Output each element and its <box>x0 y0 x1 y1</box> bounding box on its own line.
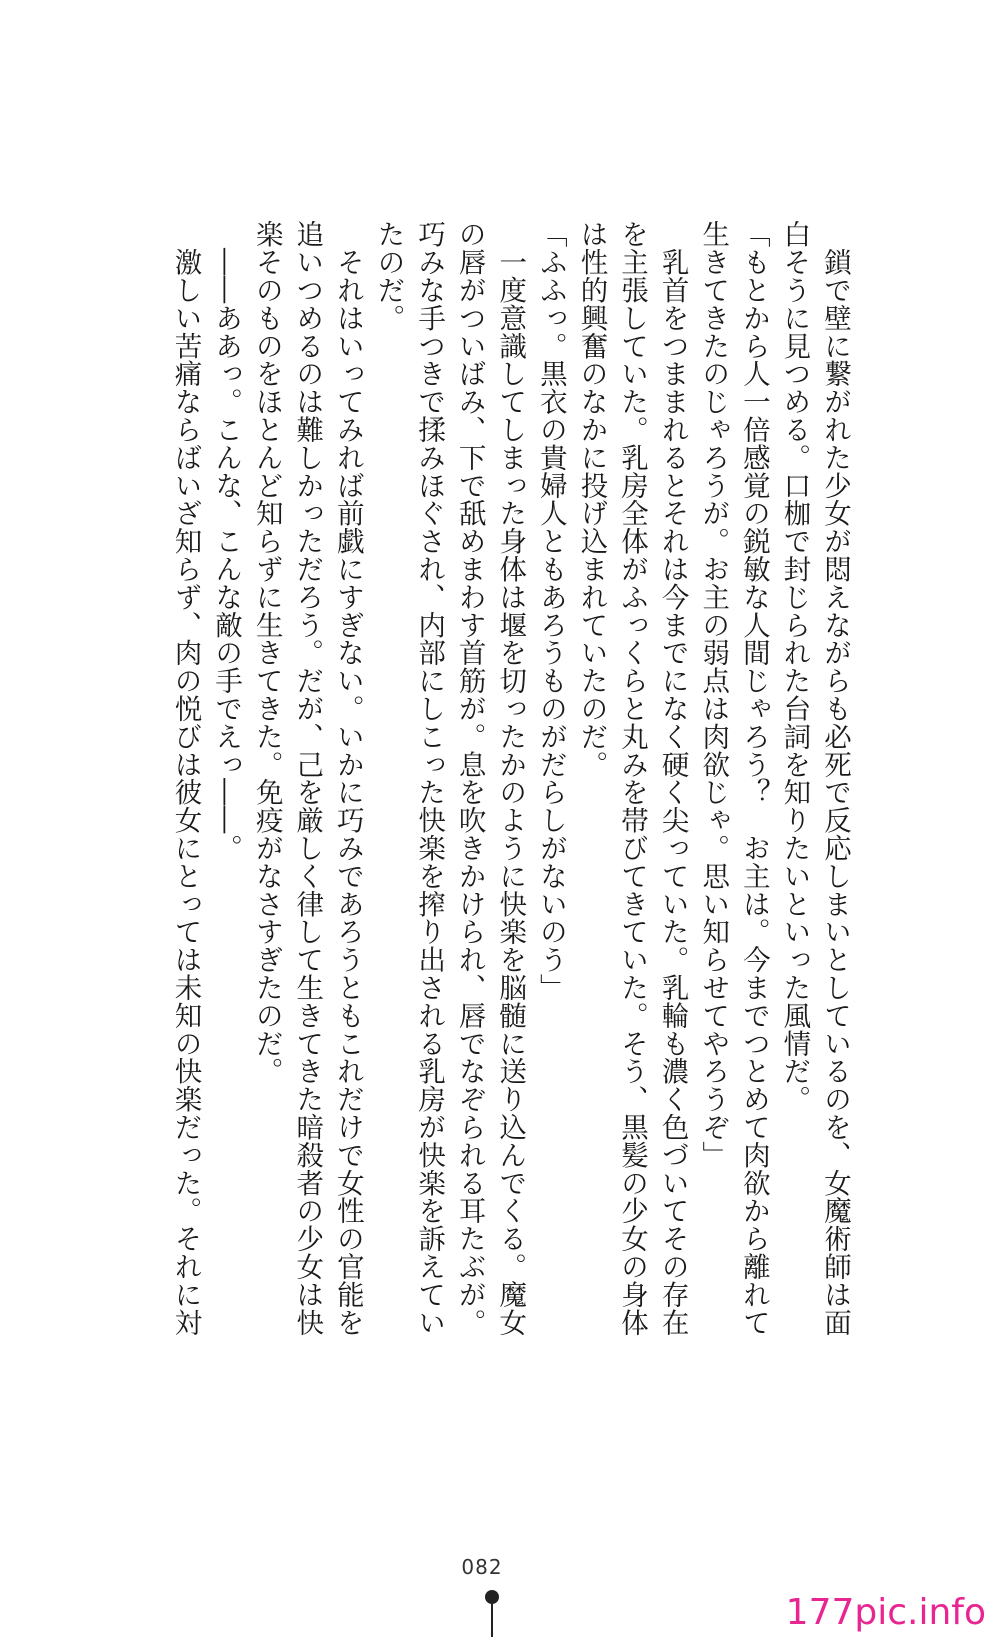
text-line: 巧みな手つきで揉みほぐされ、内部にしこった快楽を搾り出される乳房が快楽を訴えてい <box>413 220 446 1336</box>
text-line: 激しい苦痛ならばいざ知らず、肉の悦びは彼女にとっては未知の快楽だった。それに対 <box>169 220 202 1336</box>
text-line: 追いつめるのは難しかっただろう。だが、己を厳しく律して生きてきた暗殺者の少女は快 <box>291 220 324 1336</box>
folio-dot-icon <box>485 1590 499 1604</box>
text-line: 「もとから人一倍感覚の鋭敏な人間じゃろう？ お主は。今までつとめて肉欲から離れて <box>737 220 770 1336</box>
page-number: 082 <box>461 1555 503 1579</box>
folio-line <box>491 1604 493 1637</box>
body-text <box>169 220 855 1350</box>
text-line: 鎖で壁に繋がれた少女が悶えながらも必死で反応しまいとしているのを、女魔術師は面 <box>819 220 851 1336</box>
text-line: の唇がついばみ、下で舐めまわす首筋が。息を吹きかけられ、唇でなぞられる耳たぶが。 <box>453 220 486 1336</box>
text-line: たのだ。 <box>372 220 405 332</box>
text-line: 生きてきたのじゃろうが。お主の弱点は肉欲じゃ。思い知らせてやろうぞ」 <box>697 220 730 1169</box>
text-line: 「ふふっ。黒衣の貴婦人ともあろうものがだらしがないのう」 <box>534 220 567 1002</box>
text-line: を主張していた。乳房全体がふっくらと丸みを帯びてきていた。そう、黒髪の少女の身体 <box>616 220 649 1336</box>
text-line: は性的興奮のなかに投げ込まれていたのだ。 <box>575 220 608 778</box>
text-line: 乳首をつままれるとそれは今までになく硬く尖っていた。乳輪も濃く色づいてその存在 <box>656 220 689 1336</box>
text-line: 楽そのものをほとんど知らずに生きてきた。免疫がなさすぎたのだ。 <box>250 220 283 1085</box>
text-line: 一度意識してしまった身体は堰を切ったかのように快楽を脳髄に送り込んでくる。魔女 <box>494 220 527 1336</box>
text-line: ――ああっ。こんな、こんな敵の手でえっ――。 <box>210 220 243 862</box>
text-line: 白そうに見つめる。口枷で封じられた台詞を知りたいといった風情だ。 <box>778 220 811 1113</box>
text-line: それはいってみれば前戯にすぎない。いかに巧みであろうともこれだけで女性の官能を <box>331 220 364 1336</box>
watermark: 177pic.info <box>785 1592 986 1633</box>
